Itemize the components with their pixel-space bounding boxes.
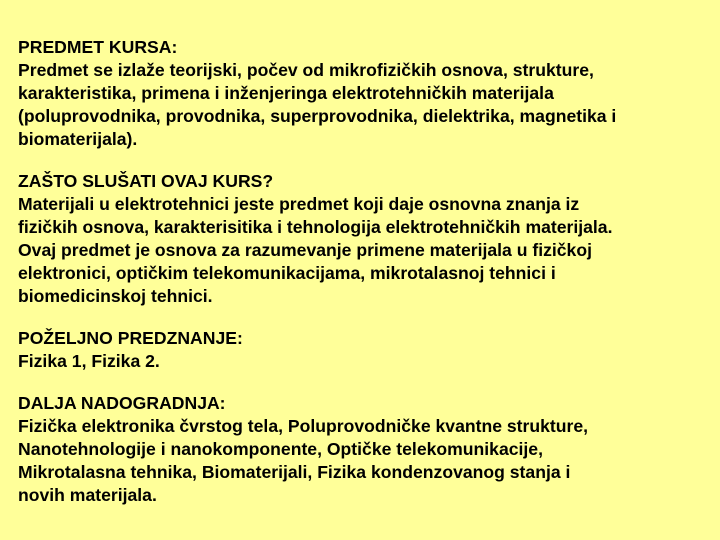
section-heading: PREDMET KURSA: [18, 37, 178, 57]
section-text-line: karakteristika, primena i inženjeringa elektrotehničkih materijala [18, 83, 554, 103]
section-text-line: fizičkih osnova, karakterisitika i tehnologija elektrotehničkih materijala. [18, 217, 613, 237]
section-further-courses [18, 392, 708, 507]
section-text-line: Ovaj predmet je osnova za razumevanje primene materijala u fizičkoj [18, 240, 592, 260]
section-text-line: Fizička elektronika čvrstog tela, Poluprovodničke kvantne strukture, [18, 416, 589, 436]
section-text-line: novih materijala. [18, 485, 157, 505]
section-heading: POŽELJNO PREDZNANJE: [18, 328, 243, 348]
section-text-line: Materijali u elektrotehnici jeste predmet koji daje osnovna znanja iz [18, 194, 580, 214]
section-text-line: Nanotehnologije i nanokomponente, Optičke telekomunikacije, [18, 439, 543, 459]
section-text-line: Predmet se izlaže teorijski, počev od mikrofizičkih osnova, strukture, [18, 60, 594, 80]
section-course-subject [18, 36, 708, 151]
section-heading: DALJA NADOGRADNJA: [18, 393, 226, 413]
section-text-line: Mikrotalasna tehnika, Biomaterijali, Fizika kondenzovanog stanja i [18, 462, 571, 482]
section-text-line: elektronici, optičkim telekomunikacijama, mikrotalasnoj tehnici i [18, 263, 556, 283]
section-text-line: biomaterijala). [18, 129, 138, 149]
section-text-line: Fizika 1, Fizika 2. [18, 351, 160, 371]
section-text-line: (poluprovodnika, provodnika, superprovodnika, dielektrika, magnetika i [18, 106, 617, 126]
section-text-line: biomedicinskoj tehnici. [18, 286, 213, 306]
section-prerequisites [18, 327, 708, 373]
section-heading: ZAŠTO SLUŠATI OVAJ KURS? [18, 171, 274, 191]
section-why-attend [18, 170, 708, 308]
